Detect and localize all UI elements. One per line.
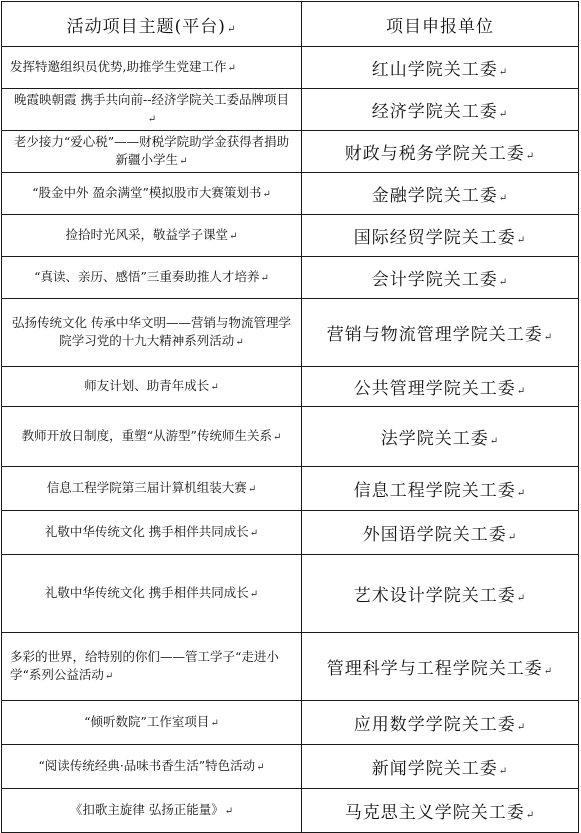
table-row <box>2 701 579 745</box>
unit-cell: 应用数学学院关工委↵ <box>302 701 579 745</box>
activity-cell: 晚霞映朝霞 携手共向前--经济学院关工委品牌项目↵ <box>2 89 302 131</box>
activity-cell: 发挥特邀组织员优势,助推学生党建工作↵ <box>2 47 302 89</box>
header-cell-unit: 项目申报单位 <box>302 2 579 47</box>
table-row <box>2 131 579 173</box>
activity-cell: 礼敬中华传统文化 携手相伴共同成长↵ <box>2 511 302 555</box>
table-row <box>2 173 579 215</box>
activity-cell: “倾听数院”工作室项目↵ <box>2 701 302 745</box>
activity-cell: “真读、亲历、感悟”三重奏助推人才培养↵ <box>2 257 302 299</box>
table-row <box>2 299 579 367</box>
activity-cell: “股金中外 盈余满堂”模拟股市大赛策划书↵ <box>2 173 302 215</box>
activity-cell: 多彩的世界，给特别的你们——管工学子“走进小学“系列公益活动↵ <box>2 633 302 701</box>
unit-cell: 营销与物流管理学院关工委↵ <box>302 299 579 367</box>
unit-cell: 法学院关工委↵ <box>302 407 579 467</box>
project-table <box>1 1 579 833</box>
table-row <box>2 789 579 833</box>
activity-cell: “阅读传统经典·品味书香生活”特色活动↵ <box>2 745 302 789</box>
unit-cell: 外国语学院关工委↵ <box>302 511 579 555</box>
unit-cell: 红山学院关工委↵ <box>302 47 579 89</box>
activity-cell: 弘扬传统文化 传承中华文明——营销与物流管理学院学习党的十九大精神系列活动↵ <box>2 299 302 367</box>
unit-cell: 新闻学院关工委↵ <box>302 745 579 789</box>
unit-cell: 财政与税务学院关工委↵ <box>302 131 579 173</box>
table-row <box>2 407 579 467</box>
table-header-row <box>2 2 579 47</box>
table-row <box>2 511 579 555</box>
table-row <box>2 47 579 89</box>
table-row <box>2 215 579 257</box>
table-row <box>2 367 579 407</box>
activity-cell: 教师开放日制度，重塑“从游型”传统师生关系↵ <box>2 407 302 467</box>
unit-cell: 信息工程学院关工委↵ <box>302 467 579 511</box>
table-row <box>2 555 579 633</box>
unit-cell: 经济学院关工委↵ <box>302 89 579 131</box>
table-row <box>2 257 579 299</box>
unit-cell: 公共管理学院关工委↵ <box>302 367 579 407</box>
unit-cell: 国际经贸学院关工委↵ <box>302 215 579 257</box>
table-row <box>2 745 579 789</box>
activity-cell: 捡拾时光风采，敬益学子课堂↵ <box>2 215 302 257</box>
unit-cell: 金融学院关工委↵ <box>302 173 579 215</box>
unit-cell: 管理科学与工程学院关工委↵ <box>302 633 579 701</box>
activity-cell: 师友计划、助青年成长↵ <box>2 367 302 407</box>
header-cell-activity: 活动项目主题(平台)↵ <box>2 2 302 47</box>
activity-cell: 信息工程学院第三届计算机组装大赛↵ <box>2 467 302 511</box>
table-row <box>2 89 579 131</box>
table-row <box>2 633 579 701</box>
activity-cell: 礼敬中华传统文化 携手相伴共同成长↵ <box>2 555 302 633</box>
unit-cell: 会计学院关工委↵ <box>302 257 579 299</box>
activity-cell: 老少接力“爱心税”——财税学院助学金获得者捐助新疆小学生↵ <box>2 131 302 173</box>
unit-cell: 艺术设计学院关工委↵ <box>302 555 579 633</box>
table-row <box>2 467 579 511</box>
unit-cell: 马克思主义学院关工委↵ <box>302 789 579 833</box>
activity-cell: 《扣歌主旋律 弘扬正能量》↵ <box>2 789 302 833</box>
